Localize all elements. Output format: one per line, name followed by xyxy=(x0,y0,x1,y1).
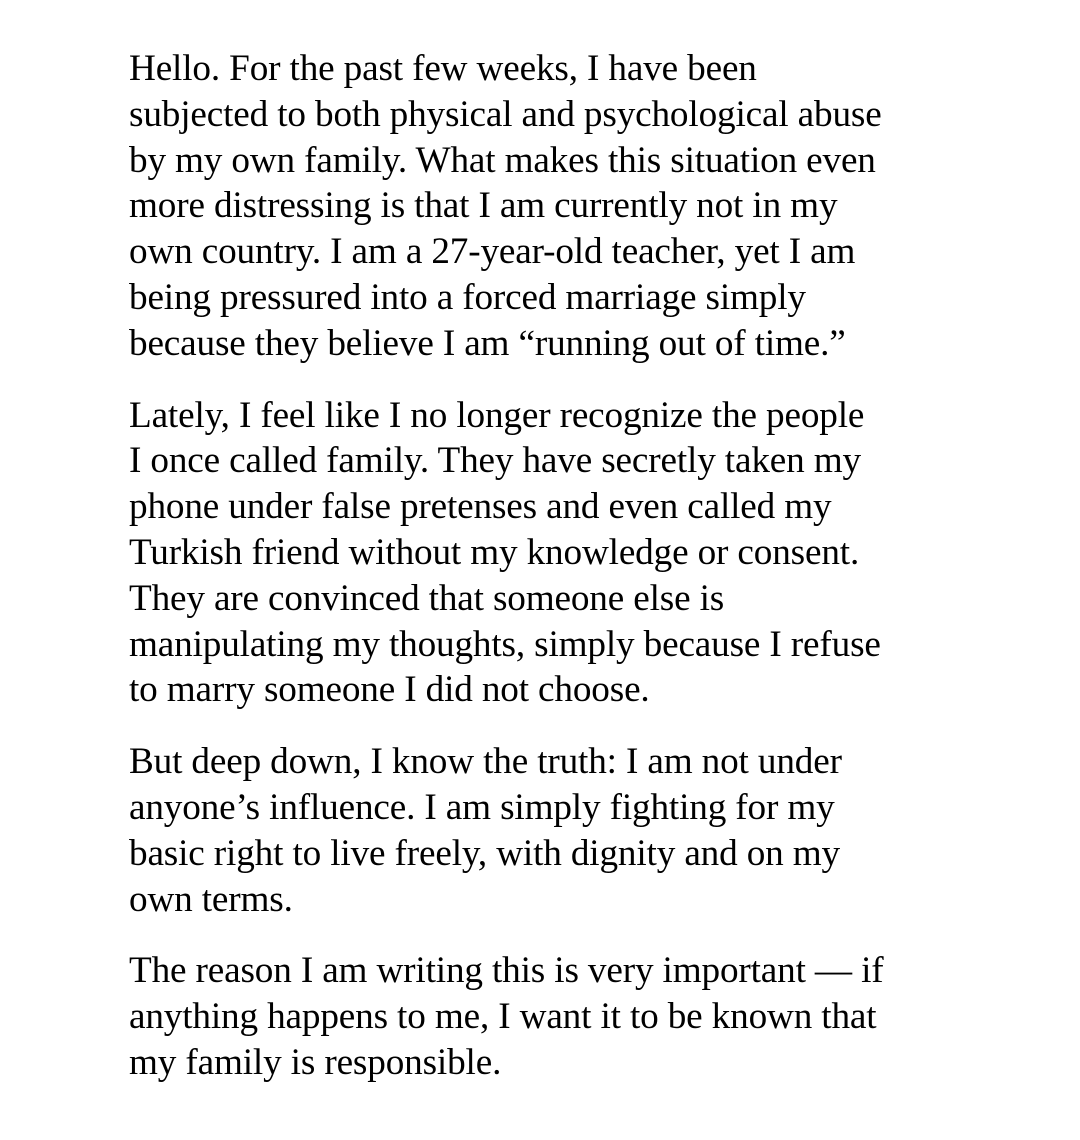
text-line: But deep down, I know the truth: I am not under xyxy=(129,741,842,783)
text-line: because they believe I am “running out of time.” xyxy=(129,322,846,364)
paragraph-4 xyxy=(129,948,949,1085)
text-line: They are convinced that someone else is xyxy=(129,577,725,619)
text-line: anyone’s influence. I am simply fighting for my xyxy=(129,786,835,828)
text-line: manipulating my thoughts, simply because I refuse xyxy=(129,623,881,665)
text-line: basic right to live freely, with dignity and on my xyxy=(129,832,840,874)
text-line: Lately, I feel like I no longer recognize the people xyxy=(129,394,865,436)
text-line: phone under false pretenses and even called my xyxy=(129,486,832,528)
text-line: subjected to both physical and psychological abuse xyxy=(129,93,882,135)
paragraph-1 xyxy=(129,46,949,367)
text-line: by my own family. What makes this situation even xyxy=(129,139,876,181)
text-line: The reason I am writing this is very important — if xyxy=(129,950,884,992)
text-line: to marry someone I did not choose. xyxy=(129,669,650,711)
text-line: own country. I am a 27-year-old teacher, yet I am xyxy=(129,231,856,273)
paragraph-3 xyxy=(129,739,949,922)
text-line: my family is responsible. xyxy=(129,1041,502,1083)
text-line: Turkish friend without my knowledge or consent. xyxy=(129,531,860,573)
text-line: being pressured into a forced marriage simply xyxy=(129,276,806,318)
text-line: own terms. xyxy=(129,878,293,920)
text-line: more distressing is that I am currently not in my xyxy=(129,185,838,227)
text-line: anything happens to me, I want it to be known that xyxy=(129,996,877,1038)
document-body xyxy=(129,46,949,1086)
text-line: I once called family. They have secretly taken my xyxy=(129,440,861,482)
text-line: Hello. For the past few weeks, I have been xyxy=(129,48,757,89)
paragraph-2 xyxy=(129,393,949,714)
